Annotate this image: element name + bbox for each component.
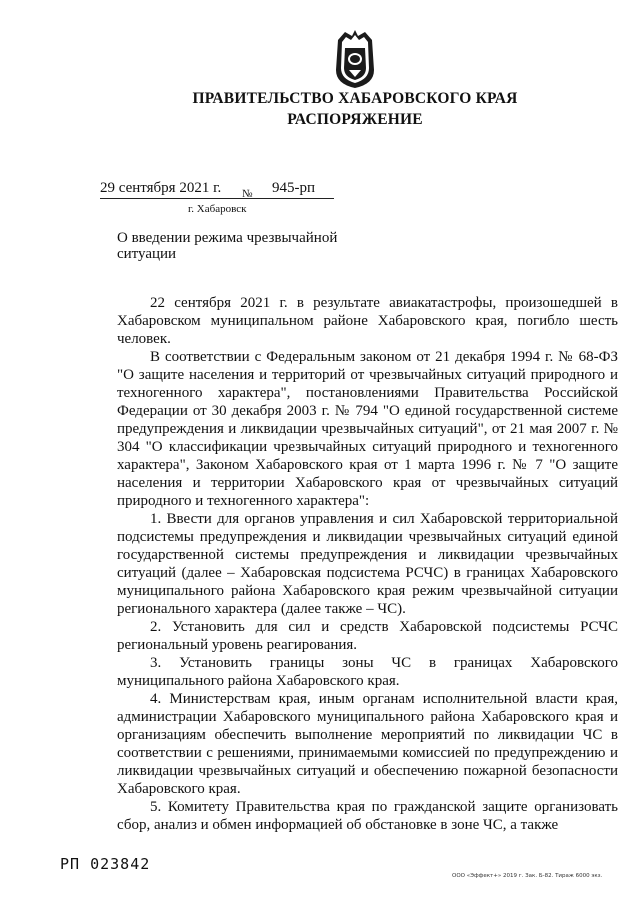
paragraph: В соответствии с Федеральным законом от 21 декабря 1994 г. № 68-ФЗ "О защите населения и территорий от чрезвычайных ситуаций природного и техногенного характера", постановлениями Правительства Российской Федерации от 30 декабря 2003 г. № 794 "О единой государственной системе предупреждения и ликвидации чрезвычайных ситуаций", от 21 мая 2007 г. № 304 "О классификации чрезвычайных ситуаций природного и техногенного характера", Законом Хабаровского края от 1 марта 1996 г. № 7 "О защите населения и территории Хабаровского края от чрезвычайных ситуаций природного и техногенного характера": xyxy=(117,349,618,509)
number-underline xyxy=(258,198,334,199)
form-serial-number: РП 023842 xyxy=(60,855,151,873)
paragraph: 5. Комитету Правительства края по гражданской защите организовать сбор, анализ и обмен информацией об обстановке в зоне ЧС, а также xyxy=(117,799,618,833)
paragraph: 4. Министерствам края, иным органам исполнительной власти края, администрации Хабаровского муниципального района Хабаровского края и организациям обеспечить выполнение мероприятий по ликвидации ЧС в соответствии с решениями, принимаемыми комиссией по предупреждению и ликвидации чрезвычайных ситуаций и обеспечению пожарной безопасности Хабаровского края. xyxy=(117,691,618,797)
paragraph: 1. Ввести для органов управления и сил Хабаровской территориальной подсистемы предупреждения и ликвидации чрезвычайных ситуаций единой государственной системы предупреждения и ликвидации чрезвычайных ситуаций (далее – Хабаровская подсистема РСЧС) в границах Хабаровского муниципального района Хабаровского края режим чрезвычайной ситуации регионального характера (далее также – ЧС). xyxy=(117,511,618,617)
document-number: 945-рп xyxy=(272,180,316,196)
document-place: г. Хабаровск xyxy=(188,203,247,215)
paragraph: 2. Установить для сил и средств Хабаровской подсистемы РСЧС региональный уровень реагирования. xyxy=(117,619,618,653)
organization-title: ПРАВИТЕЛЬСТВО ХАБАРОВСКОГО КРАЯ xyxy=(192,90,518,107)
number-label: № xyxy=(242,188,253,200)
paragraph: 3. Установить границы зоны ЧС в границах Хабаровского муниципального района Хабаровского края. xyxy=(117,655,618,689)
coat-of-arms-icon xyxy=(330,28,380,90)
document-body xyxy=(117,294,618,834)
document-subject: О введении режима чрезвычайной ситуации xyxy=(117,230,338,262)
printer-imprint: ООО «Эффект+» 2019 г. Зак. Б-82. Тираж 6000 экз. xyxy=(452,873,603,879)
document-type: РАСПОРЯЖЕНИЕ xyxy=(287,111,423,128)
date-underline xyxy=(100,198,260,199)
document-date: 29 сентября 2021 г. xyxy=(100,180,222,196)
paragraph: 22 сентября 2021 г. в результате авиакатастрофы, произошедшей в Хабаровском муниципальном районе Хабаровского края, погибло шесть человек. xyxy=(117,295,618,347)
